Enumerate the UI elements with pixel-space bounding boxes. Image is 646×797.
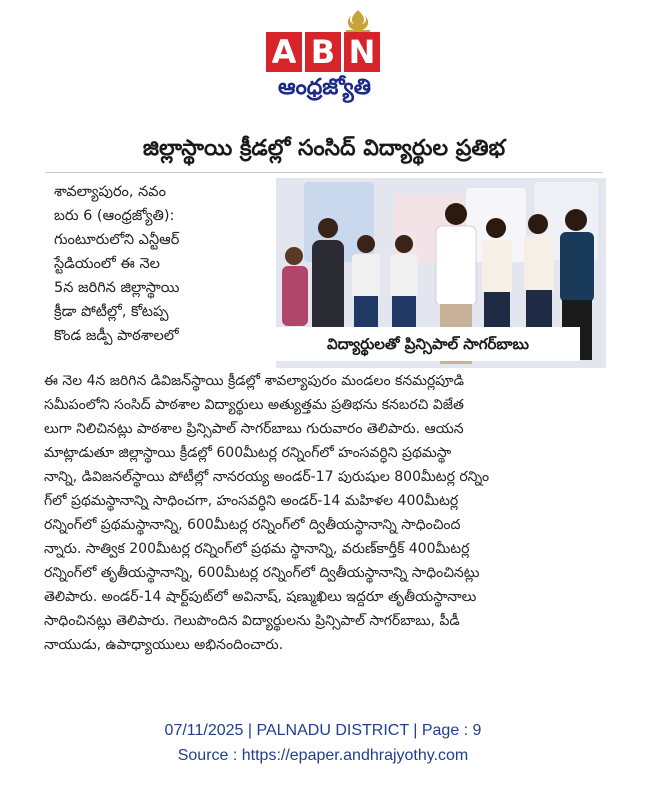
left-column-line: శావల్యాపురం, నవం xyxy=(54,184,166,200)
left-column-line: 5న జరిగిన జిల్లాస్థాయి xyxy=(54,280,180,296)
body-line: రన్నింగ్‌లో తృతీయస్థానాన్ని, 600మీటర్ల రన్నింగ్‌లో ద్వితీయస్థానాన్ని సాధించినట్లు xyxy=(44,565,480,581)
photo-caption-box xyxy=(276,327,580,361)
body-line: సాధించినట్లు తెలిపారు. గెలుపొందిన విద్యార్థులను ప్రిన్సిపాల్ సాగర్‌బాబు, పీడీ xyxy=(44,613,460,629)
abn-logo xyxy=(262,8,387,108)
left-column-line: క్రీడా పోటీల్లో, కోటప్ప xyxy=(54,304,169,320)
footer-date-page: 07/11/2025 | PALNADU DISTRICT | Page : 9 xyxy=(164,722,482,739)
body-line: న్నారు. సాత్విక 200మీటర్ల రన్నింగ్‌లో ప్రథమ స్థానాన్ని, వరుణ్‌కార్తీక్ 400మీటర్ల xyxy=(44,541,470,557)
body-line: నాన్ని, డివిజనల్‌స్థాయి పోటీల్లో నానరయ్య అండర్-17 పురుషుల 800మీటర్ల రన్నిం xyxy=(44,469,490,485)
logo-letter-b: B xyxy=(305,32,341,72)
left-column-line: స్టేడియంలో ఈ నెల xyxy=(54,256,160,272)
abn-letters xyxy=(266,32,380,72)
body-line: గ్‌లో ప్రథమస్థానాన్ని సాధించగా, హంసవర్ధిని అండర్-14 మహిళల 400మీటర్ల xyxy=(44,493,459,509)
left-column-line: బరు 6 (ఆంధ్రజ్యోతి): xyxy=(54,208,175,224)
logo-letter-n: N xyxy=(344,32,380,72)
body-line: మాట్లాడుతూ జిల్లాస్థాయి క్రీడల్లో 600మీటర్ల రన్నింగ్‌లో హంసవర్ధిని ప్రథమస్థా xyxy=(44,445,452,461)
body-text xyxy=(44,369,489,657)
body-line: లుగా నిలిచినట్లు పాఠశాల ప్రిన్సిపాల్ సాగర్‌బాబు గురువారం తెలిపారు. ఆయన xyxy=(44,421,464,437)
footer-source-link[interactable]: Source : https://epaper.andhrajyothy.com xyxy=(177,747,469,764)
body-line: రన్నింగ్‌లో ప్రథమస్థానాన్ని, 600మీటర్ల రన్నింగ్‌లో ద్వితీయస్థానాన్ని సాధించింద xyxy=(44,517,461,533)
body-line: ఈ నెల 4న జరిగిన డివిజన్‌స్థాయి క్రీడల్లో శావల్యాపురం మండలం కనమర్లపూడి xyxy=(44,373,464,389)
photo-caption: విద్యార్థులతో ప్రిన్సిపాల్ సాగర్‌బాబు xyxy=(327,335,529,353)
headline-divider xyxy=(46,172,602,173)
logo-subtitle: ఆంధ్రజ్యోతి xyxy=(278,75,371,100)
left-column-line: గుంటూరులోని ఎన్టీఆర్ xyxy=(54,232,180,248)
body-line: తెలిపారు. అండర్-14 షార్ట్‌పుట్‌లో అవినాష్, షణ్ముఖిలు ఇద్దరూ తృతీయస్థానాలు xyxy=(44,589,477,605)
article-headline: జిల్లాస్థాయి క్రీడల్లో సంసిద్ విద్యార్థుల ప్రతిభ xyxy=(142,136,506,161)
left-column xyxy=(54,180,179,348)
flame-icon xyxy=(340,8,376,34)
news-clipping xyxy=(40,128,608,698)
left-column-line: కొండ జడ్పీ పాఠశాలలో xyxy=(54,328,179,344)
body-line: నాయుడు, ఉపాధ్యాయులు అభినందించారు. xyxy=(44,637,284,653)
body-line: సమీపంలోని సంసిద్ పాఠశాల విద్యార్థులు అత్యుత్తమ ప్రతిభను కనబరచి విజేత xyxy=(44,397,464,413)
logo-letter-a: A xyxy=(266,32,302,72)
